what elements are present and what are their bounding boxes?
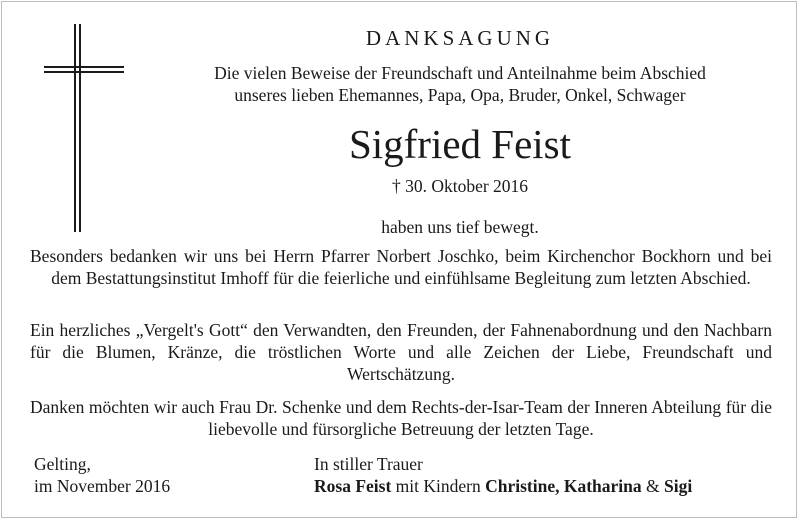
mourning-line: In stiller Trauer <box>314 454 423 474</box>
child-name-3: Sigi <box>664 476 693 496</box>
intro-line-2: unseres lieben Ehemannes, Papa, Opa, Bruder, Onkel, Schwager <box>234 85 686 105</box>
thanks-paragraph-2: Ein herzliches „Vergelt's Gott“ den Verwandten, den Freunden, der Fahnenabordnung und den Nachbarn für die Blumen, Kränze, die tröstlichen Worte und alle Zeichen der Liebe, Freundschaft und Wertschätzung. <box>30 320 772 384</box>
death-date: † 30. Oktober 2016 <box>391 176 529 196</box>
moved-line: haben uns tief bewegt. <box>381 217 539 237</box>
thanks-paragraph-1: Besonders bedanken wir uns bei Herrn Pfarrer Norbert Joschko, beim Kirchenchor Bockhorn und bei dem Bestattungsinstitut Imhoff für die feierliche und einfühlsame Begleitung zum letzten Abschied. <box>30 246 772 288</box>
ampersand: & <box>641 476 665 496</box>
signer-name: Rosa Feist <box>314 476 392 496</box>
child-name-1: Christine <box>485 476 556 496</box>
separator-1: , <box>555 476 564 496</box>
heading: DANKSAGUNG <box>365 26 555 50</box>
deceased-name: Sigfried Feist <box>348 121 572 167</box>
child-name-2: Katharina <box>563 476 642 496</box>
cross-icon <box>44 24 124 232</box>
place: Gelting, <box>34 454 91 474</box>
signers <box>314 475 692 497</box>
place-and-date <box>34 453 170 497</box>
thanks-paragraph-3: Danken möchten wir auch Frau Dr. Schenke und dem Rechts-der-Isar-Team der Inneren Abteilung für die liebevolle und fürsorgliche Betreuung der letzten Tage. <box>30 397 772 439</box>
signature-block <box>314 453 692 497</box>
with-children-text: mit Kindern <box>391 476 486 496</box>
intro-line-1: Die vielen Beweise der Freundschaft und Anteilnahme beim Abschied <box>214 63 706 83</box>
date: im November 2016 <box>34 476 171 496</box>
intro-text <box>130 62 790 106</box>
